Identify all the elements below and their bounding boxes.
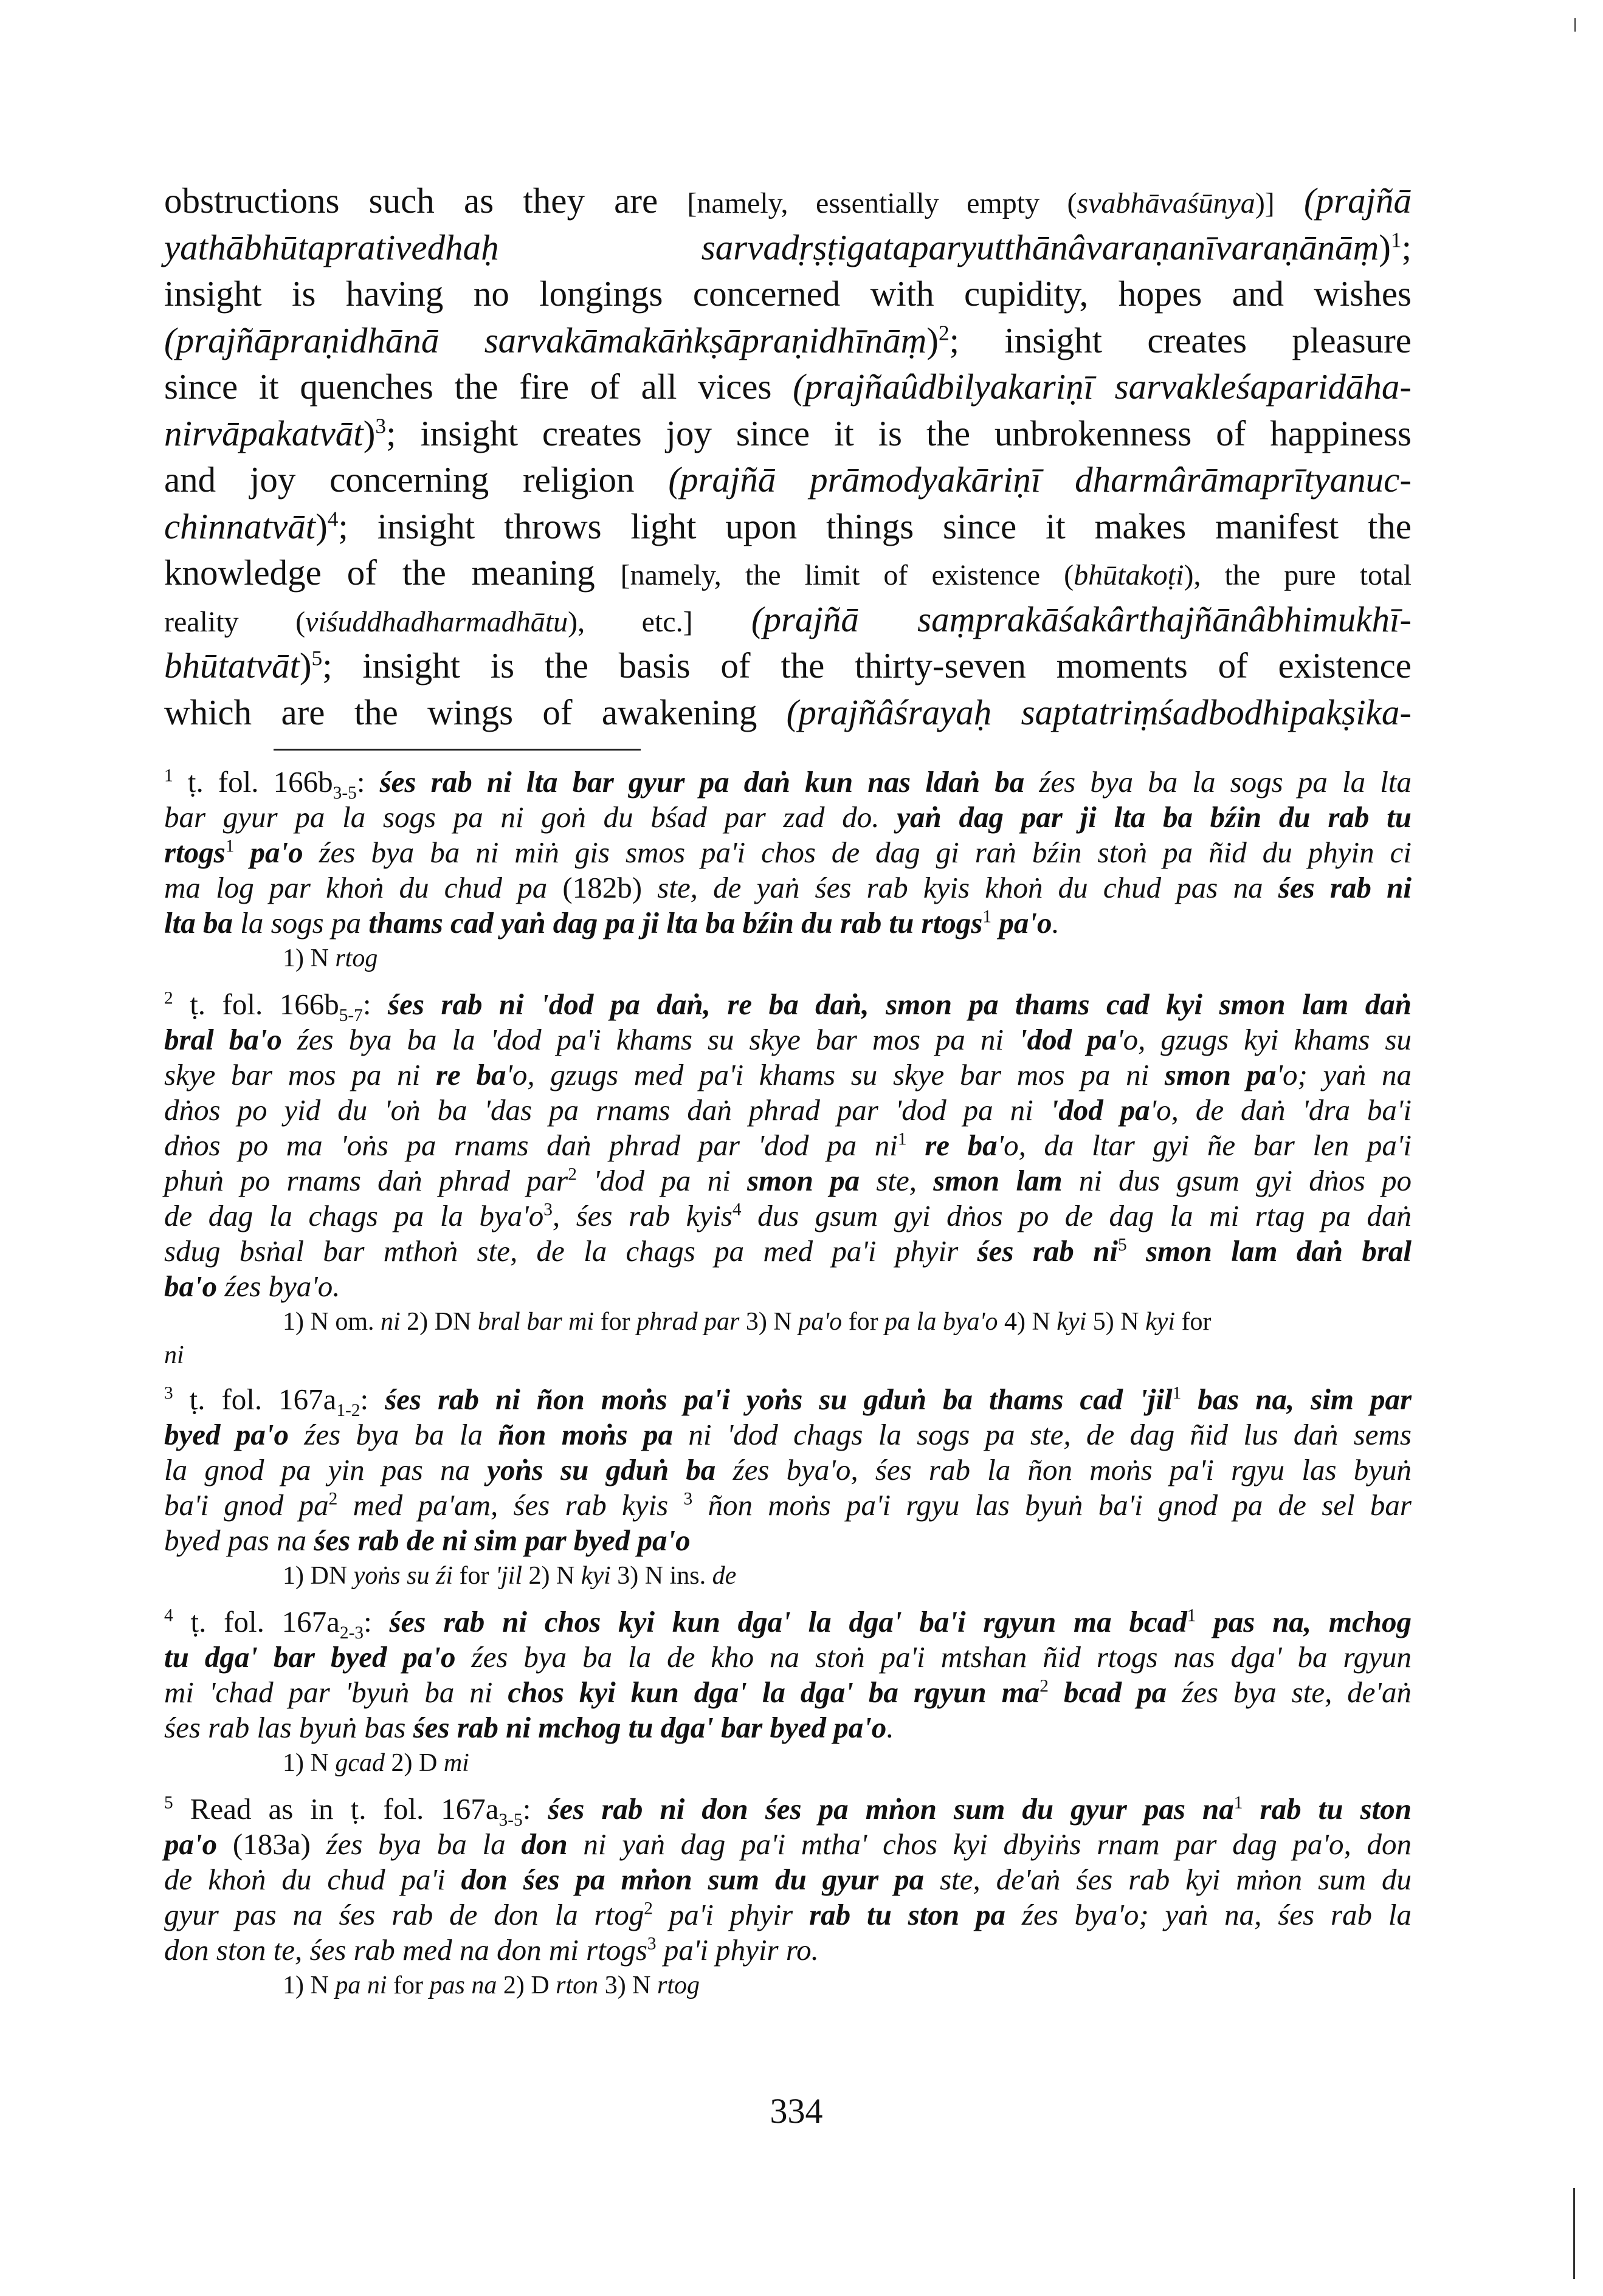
body-line: and joy concerning religion (prajñā prāmodyakāriṇī dharmârāmaprītyanuc- [164,459,1412,500]
footnote-line: byed pa'o źes bya ba la ñon moṅs pa ni 'dod chags la sogs pa ste, de dag ñid lus daṅ sems [164,1418,1412,1451]
page-number: 334 [770,2091,823,2131]
footnote-line: $^4$ ṭ. fol. $167a_{2-3}$: śes rab ni chos kyi kun dga' la dga' ba'i rgyun ma bcad$^1$ pas na, mchog [164,1605,1412,1643]
apparatus-line: 1) N om. ni 2) DN bral bar mi for phrad par 3) N pa'o for pa la bya'o 4) N kyi 5) N kyi for [283,1308,1212,1336]
body-line: since it quenches the fire of all vices (prajñaûdbilyakariṇī sarvakleśaparidāha- [164,366,1412,407]
footnote-separator-underline [274,749,641,751]
footnote-1 [164,765,1412,976]
footnote-line: $^3$ ṭ. fol. $167a_{1-2}$: śes rab ni ñon moṅs pa'i yoṅs su gduṅ ba thams cad 'jil$^1$ bas na, sim par [164,1383,1412,1420]
apparatus-line-continued: ni [164,1341,184,1369]
footnote-line: sdug bsṅal bar mthoṅ ste, de la chags pa med pa'i phyir śes rab $ni^5$ smon lam daṅ bral [164,1234,1412,1268]
footnote-2 [164,987,1412,1371]
footnote-line: don ston te, śes rab med na don mi rtogs$^3$ pa'i phyir ro. [164,1933,819,1967]
apparatus-line: 1) DN yoṅs su źi for 'jil 2) N kyi 3) N ins. de [283,1562,737,1590]
body-line: chinnatvāt)$^4$; insight throws light upon things since it makes manifest the [164,506,1412,546]
footnote-line: $^2$ ṭ. fol. $166b_{5-7}$: śes rab ni 'dod pa daṅ, re ba daṅ, smon pa thams cad kyi smon lam daṅ [164,988,1412,1025]
footnote-line: skye bar mos pa ni re ba'o, gzugs med pa'i khams su skye bar mos pa ni smon pa'o; yaṅ na [164,1058,1412,1091]
footnote-line: tu dga' bar byed pa'o źes bya ba la de kho na stoṅ pa'i mtshan ñid rtogs nas dga' ba rgyun [164,1640,1412,1674]
apparatus-line: 1) N rtog [283,944,378,972]
footnote-line: de khoṅ du chud pa'i don śes pa mṅon sum du gyur pa ste, de'aṅ śes rab kyi mṅon sum du [164,1863,1412,1896]
main-text [164,177,1412,735]
body-line: nirvāpakatvāt)$^3$; insight creates joy since it is the unbrokenness of happiness [164,413,1412,453]
footnote-line: byed pas na śes rab de ni sim par byed pa'o [164,1524,691,1557]
body-line: bhūtatvāt)$^5$; insight is the basis of the thirty-seven moments of existence [164,645,1412,686]
footnote-line: pa'o (183a) źes bya ba la don ni yaṅ dag pa'i mtha' chos kyi dbyiṅs rnam par dag pa'o, don [164,1827,1412,1861]
footnote-line: gyur pas na śes rab de don la rtog$^2$ pa'i phyir rab tu ston pa źes bya'o; yaṅ na, śes rab la [164,1898,1412,1931]
body-line: reality (viśuddhadharmadhātu), etc.] (prajñā saṃprakāśakârthajñānâbhimukhī- [164,599,1412,639]
footnote-4 [164,1604,1412,1781]
footnote-line: bral ba'o źes bya ba la 'dod pa'i khams su skye bar mos pa ni 'dod pa'o, gzugs kyi khams su [164,1023,1412,1056]
footnote-line: ma log par khoṅ du chud pa (182b) ste, de yaṅ śes rab kyis khoṅ du chud pas na śes rab ni [164,871,1412,904]
footnote-line: de dag la chags pa la $bya'o^3$, śes rab kyis$^4$ dus gsum gyi dṅos po de dag la mi rtag pa daṅ [164,1199,1412,1232]
body-line: insight is having no longings concerned with cupidity, hopes and wishes [164,273,1412,314]
body-line: (prajñāpraṇidhānā sarvakāmakāṅkṣāpraṇidhīnāṃ)$^2$; insight creates pleasure [164,320,1412,360]
body-line: yathābhūtaprativedhaḥ sarvadṛṣṭigataparyutthānâvaraṇanīvaraṇānāṃ)$^1$; [164,227,1412,267]
footnote-line: śes rab las byuṅ bas śes rab ni mchog tu dga' bar byed pa'o. [164,1711,894,1744]
footnote-line: la gnod pa yin pas na yoṅs su gduṅ ba źes bya'o, śes rab la ñon moṅs pa'i rgyu las byuṅ [164,1453,1412,1487]
footnote-line: mi 'chad par 'byuṅ ba ni chos kyi kun dga' la dga' ba rgyun $ma^2$ bcad pa źes bya ste, de'aṅ [164,1676,1412,1709]
footnote-line: $^5$ Read as in ṭ. fol. $167a_{3-5}$: śes rab ni don śes pa mṅon sum du gyur pas $na^1$ rab tu ston [164,1792,1412,1830]
footnote-line: dṅos po ma 'oṅs pa rnams daṅ phrad par 'dod pa $ni^1$ re ba'o, da ltar gyi ñe bar len pa'i [164,1129,1412,1162]
footnote-line: ba'i gnod $pa^2$ med pa'am, śes rab kyis $^3$ ñon moṅs pa'i rgyu las byuṅ ba'i gnod pa de sel bar [164,1488,1412,1522]
scan-mark [1574,18,1576,32]
footnote-line: $^1$ ṭ. fol. $166b_{3-5}$: śes rab ni lta bar gyur pa daṅ kun nas ldaṅ ba źes bya ba la sogs pa la lta [164,765,1412,803]
body-line: which are the wings of awakening (prajñâśrayaḥ saptatriṃśadbodhipakṣika- [164,692,1412,732]
footnote-line: phuṅ po rnams daṅ phrad par$^2$ 'dod pa ni smon pa ste, smon lam ni dus gsum gyi dṅos po [164,1164,1412,1197]
footnote-line: rtogs$^1$ pa'o źes bya ba ni miṅ gis smos pa'i chos de dag gi raṅ bźin stoṅ pa ñid du phyin ci [164,836,1412,869]
footnote-line: ba'o źes bya'o. [164,1270,340,1303]
footnote-line: bar gyur pa la sogs pa ni goṅ du bśad par zad do. yaṅ dag par ji lta ba bźin du rab tu [164,800,1412,834]
body-line: obstructions such as they are [namely, essentially empty (svabhāvaśūnya)] (prajñā [164,180,1412,221]
apparatus-line: 1) N gcad 2) D mi [283,1749,469,1777]
scan-mark [1573,2188,1575,2279]
footnote-5 [164,1792,1412,2003]
body-line: knowledge of the meaning [namely, the limit of existence (bhūtakoṭi), the pure total [164,552,1412,593]
apparatus-line: 1) N pa ni for pas na 2) D rton 3) N rtog [283,1971,700,1999]
footnote-line: dṅos po yid du 'oṅ ba 'das pa rnams daṅ phrad par 'dod pa ni 'dod pa'o, de daṅ 'dra ba'i [164,1093,1412,1127]
footnotes [164,765,1412,2014]
footnote-3 [164,1382,1412,1593]
footnote-line: lta ba la sogs pa thams cad yaṅ dag pa ji lta ba bźin du rab tu rtogs$^1$ pa'o. [164,906,1060,940]
